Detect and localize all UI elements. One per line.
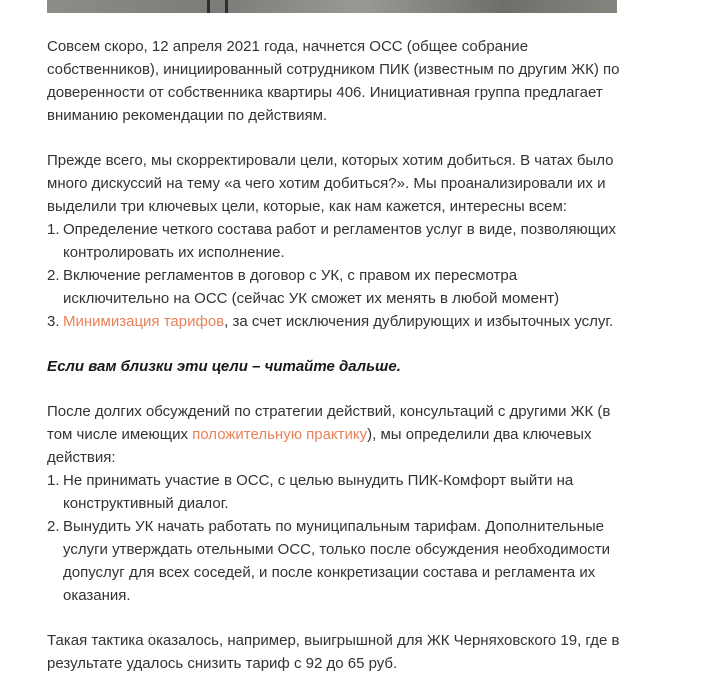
callout-text: Если вам близки эти цели – читайте дальше.	[47, 358, 401, 375]
list-item	[47, 515, 627, 607]
list-number: 3.	[47, 313, 60, 330]
list-item	[47, 310, 627, 333]
list-number: 1.	[47, 472, 60, 489]
list-item	[47, 218, 627, 264]
photo-post	[225, 0, 228, 13]
positive-practice-link[interactable]: положительную практику	[192, 426, 368, 443]
goals-intro: Прежде всего, мы скорректировали цели, которых хотим добиться. В чатах было много дискуссий на тему «а чего хотим добиться?». Мы проанализировали их и выделили три ключевых цели, которые, как нам кажется, интересны всем:	[47, 152, 614, 215]
conclusion-paragraph: Такая тактика оказалось, например, выигрышной для ЖК Черняховского 19, где в результате удалось снизить тариф с 92 до 65 руб.	[47, 632, 620, 672]
list-item-text: Вынудить УК начать работать по муниципальным тарифам. Дополнительные услуги утверждать отельными ОСС, только после обсуждения необходимости допуслуг для всех соседей, и после конкретизации состава и регламента их оказания.	[63, 518, 611, 604]
list-number: 2.	[47, 267, 60, 284]
list-item-text: Не принимать участие в ОСС, с целью вынудить ПИК-Комфорт выйти на конструктивный диалог.	[63, 472, 574, 512]
list-item	[47, 264, 627, 310]
header-photo	[47, 0, 617, 13]
list-item-text: Определение четкого состава работ и регламентов услуг в виде, позволяющих контролировать их исполнение.	[63, 221, 617, 261]
actions-intro-before: После долгих обсуждений по стратегии действий, консультаций с другими ЖК (в том числе имеющих	[47, 403, 611, 443]
list-item-text: Включение регламентов в договор с УК, с правом их пересмотра исключительно на ОСС (сейчас УК сможет их менять в любой момент)	[63, 267, 560, 307]
tariff-minimization-link[interactable]: Минимизация тарифов	[63, 313, 225, 330]
actions-intro-after: ), мы определили два ключевых действия:	[47, 426, 592, 466]
list-item-text: , за счет исключения дублирующих и избыточных услуг.	[224, 313, 614, 330]
actions-intro	[47, 400, 627, 469]
goals-list	[47, 218, 627, 333]
list-item	[47, 469, 627, 515]
intro-paragraph: Совсем скоро, 12 апреля 2021 года, начнется ОСС (общее собрание собственников), инициированный сотрудником ПИК (известным по другим ЖК) по доверенности от собственника квартиры 406. Инициативная группа предлагает вниманию рекомендации по действиям.	[47, 38, 620, 124]
article-body	[47, 35, 627, 697]
actions-list	[47, 469, 627, 607]
list-number: 1.	[47, 221, 60, 238]
photo-post	[207, 0, 210, 13]
list-number: 2.	[47, 518, 60, 535]
